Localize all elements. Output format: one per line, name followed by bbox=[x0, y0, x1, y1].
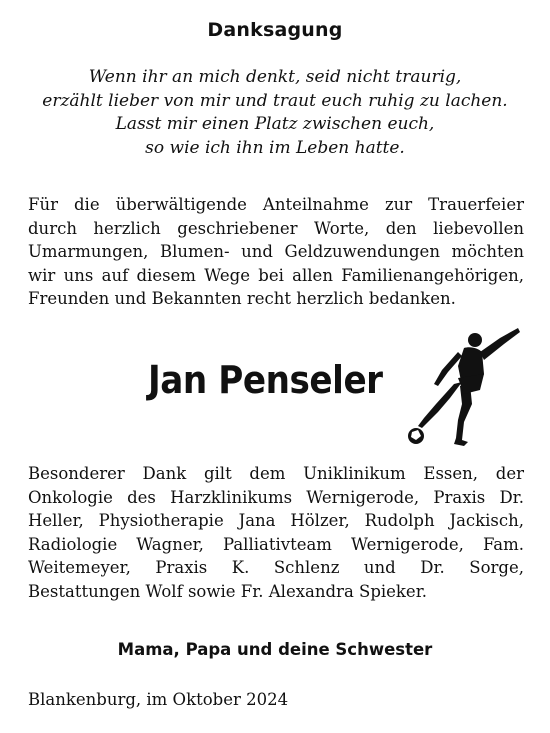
deceased-name: Jan Penseler bbox=[148, 358, 383, 402]
poem-line: so wie ich ihn im Leben hatte. bbox=[145, 137, 405, 158]
memorial-poem bbox=[0, 66, 550, 160]
poem-line: Wenn ihr an mich denkt, seid nicht traurig, bbox=[88, 67, 462, 87]
thanks-paragraph: Für die überwältigende Anteilnahme zur Trauerfeier durch herzlich geschriebener Worte, den liebevollen Umarmungen, Blumen- und Geldzuwendungen möchten wir uns auf diesem Wege bei allen Familienangehörigen, Freunden und Bekannten recht herzlich bedanken. bbox=[28, 195, 524, 308]
special-thanks-paragraph: Besonderer Dank gilt dem Uniklinikum Essen, der Onkologie des Harzklinikums Wernigerode, Praxis Dr. Heller, Physiotherapie Jana Hölzer, Rudolph Jackisch, Radiologie Wagner, Palliativteam Wernigerode, Fam. Weitemeyer, Praxis K. Schlenz und Dr. Sorge, Bestattungen Wolf sowie Fr. Alexandra Spieker. bbox=[28, 464, 524, 601]
signature: Mama, Papa und deine Schwester bbox=[117, 640, 433, 659]
poem-line: erzählt lieber von mir und traut euch ruhig zu lachen. bbox=[42, 90, 508, 111]
football-player-silhouette-icon bbox=[404, 326, 524, 450]
place-and-date: Blankenburg, im Oktober 2024 bbox=[28, 690, 289, 709]
poem-line: Lasst mir einen Platz zwischen euch, bbox=[115, 114, 435, 134]
page-title: Danksagung bbox=[207, 19, 343, 41]
